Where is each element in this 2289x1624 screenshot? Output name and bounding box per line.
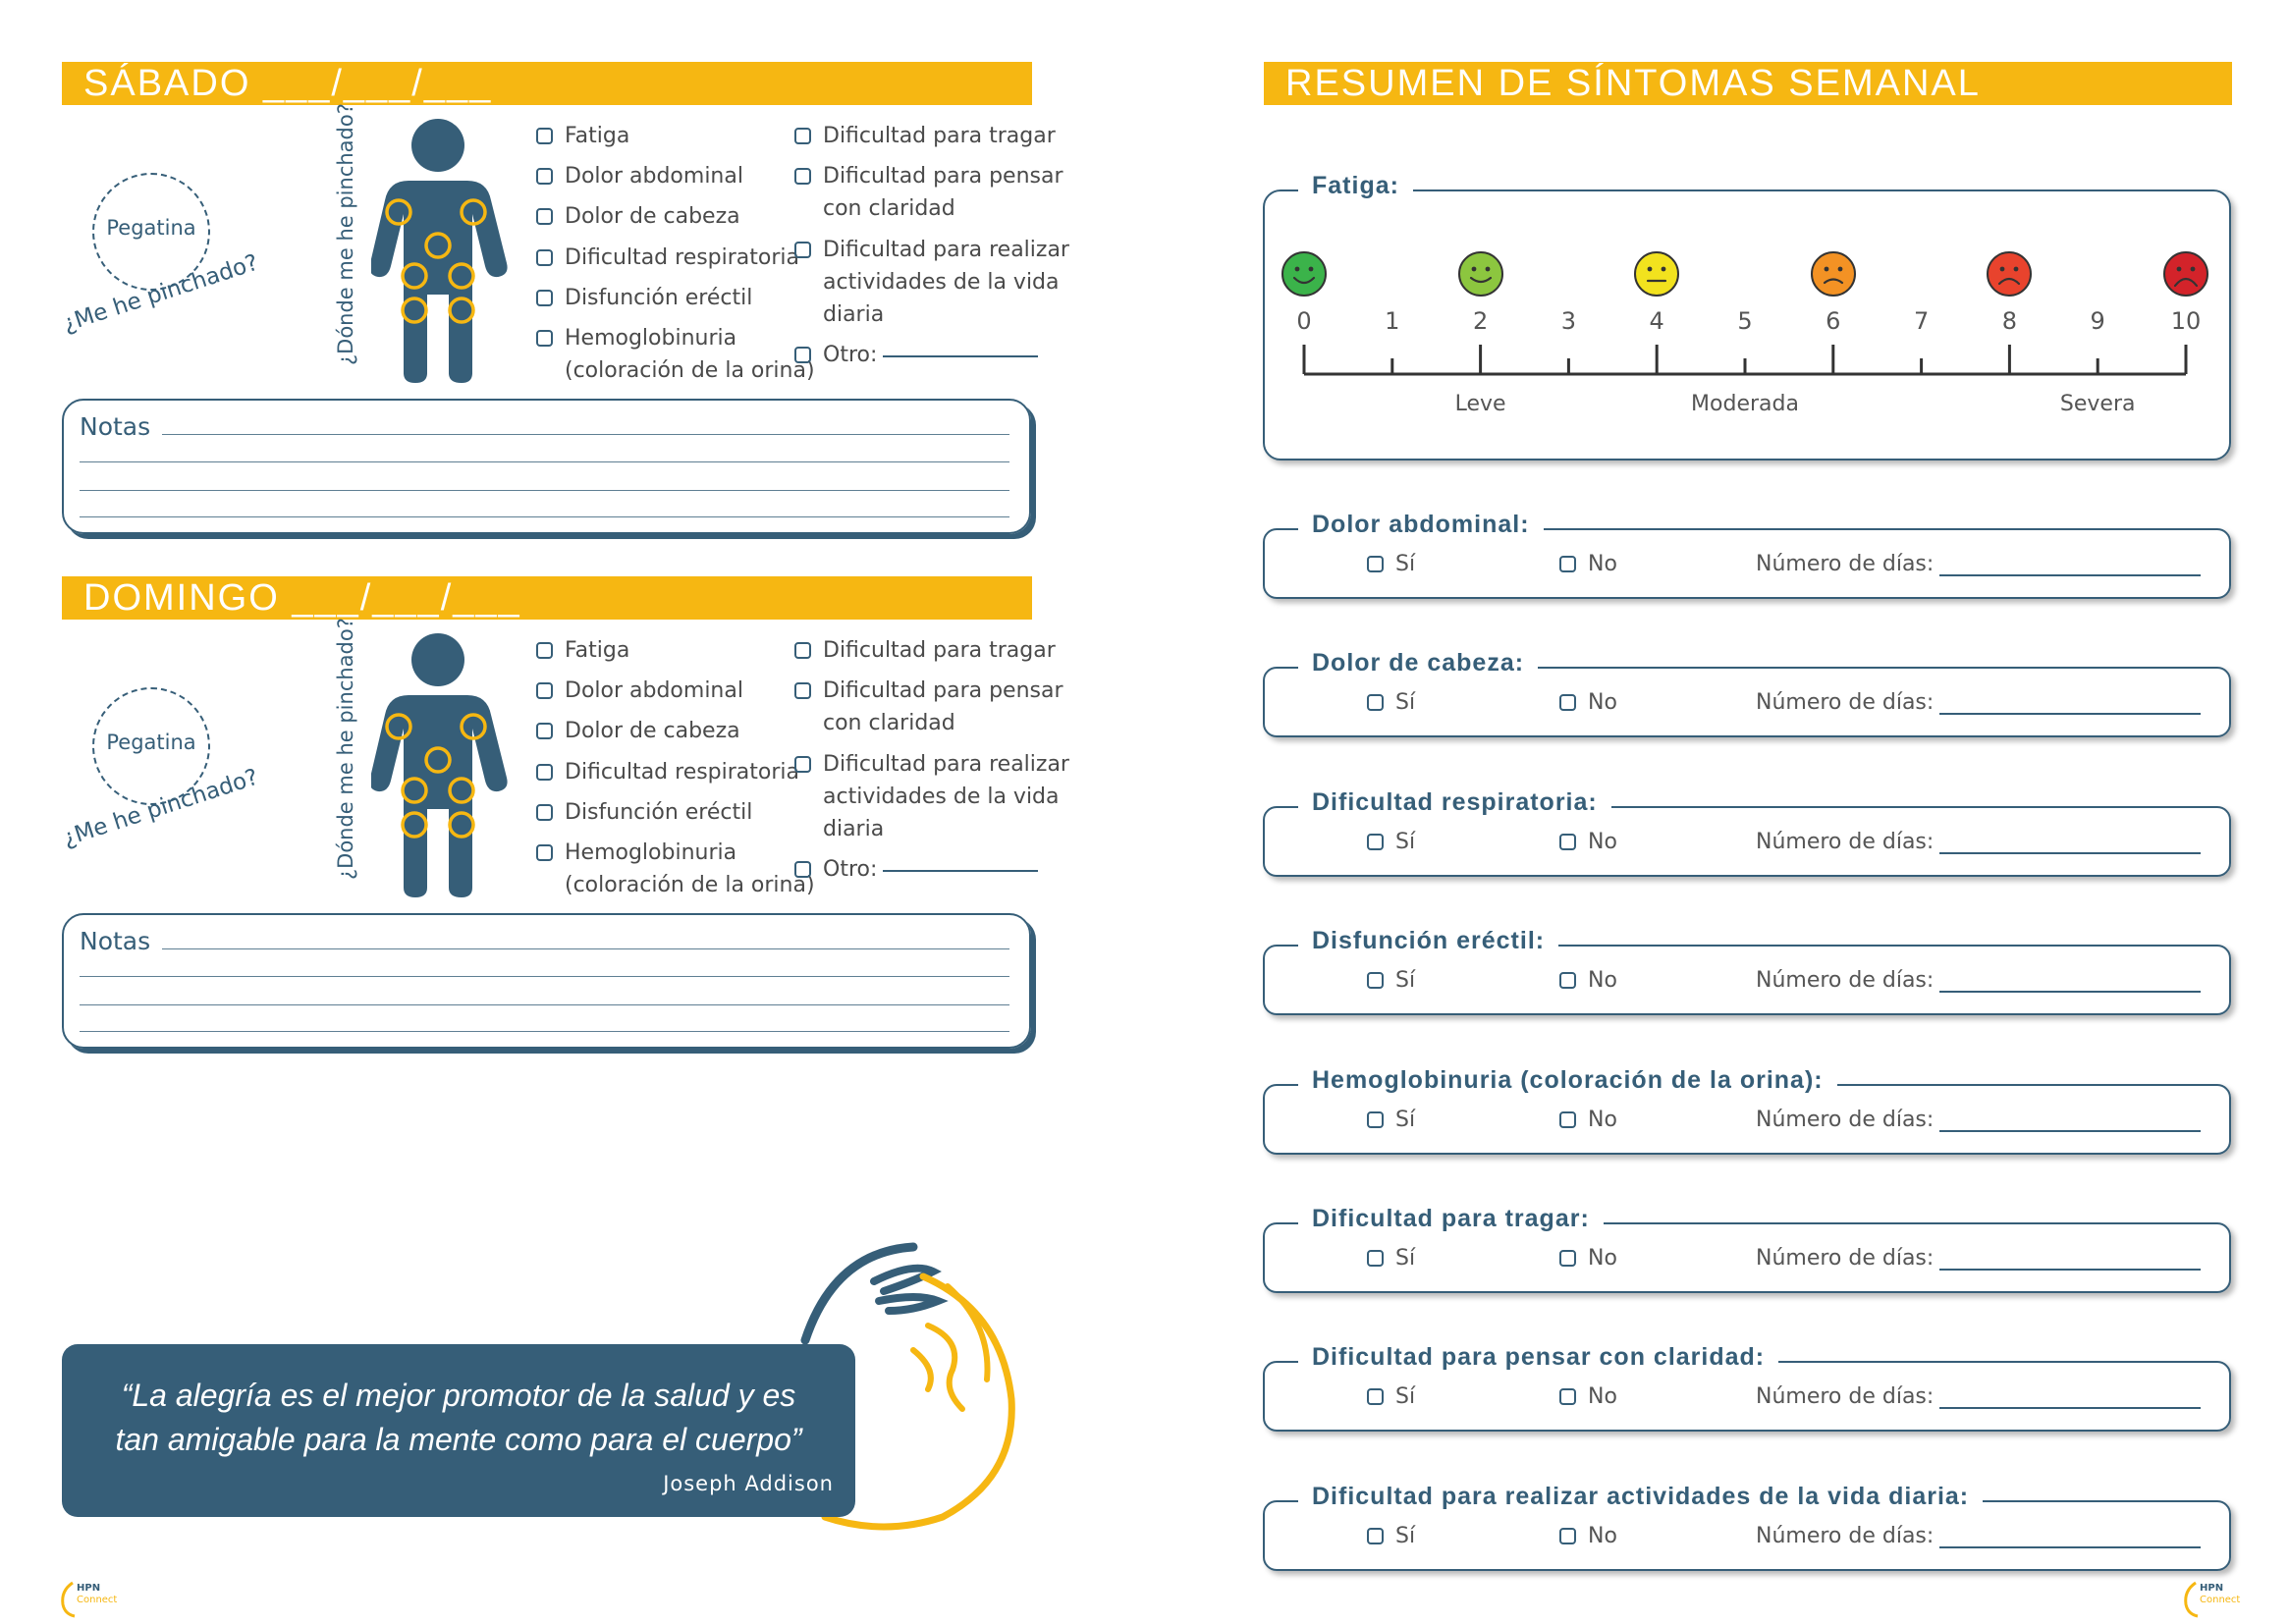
checkbox-box[interactable]	[1559, 1388, 1576, 1405]
checkbox-abdominal-pain[interactable]	[536, 160, 743, 193]
sticker-label: Pegatina	[106, 731, 196, 754]
no-label: No	[1588, 1246, 1617, 1271]
checkbox-label: Dolor de cabeza	[565, 204, 740, 229]
no-checkbox[interactable]	[1559, 968, 1617, 993]
yes-label: Sí	[1395, 1108, 1416, 1132]
notes-line	[80, 490, 1009, 491]
no-label: No	[1588, 690, 1617, 715]
checkbox-daily-activities[interactable]	[794, 234, 1069, 267]
checkbox-label: Dificultad respiratoria	[565, 245, 800, 270]
notes-line	[162, 948, 1009, 949]
checkbox-label-continued: con claridad	[823, 711, 955, 735]
checkbox-box[interactable]	[794, 682, 811, 699]
sticker-question: ¿Me he pinchado?	[60, 764, 262, 852]
checkbox-label-continued: diaria	[823, 302, 885, 327]
checkbox-box[interactable]	[794, 756, 811, 773]
checkbox-label: Dolor de cabeza	[565, 719, 740, 743]
notes-box[interactable]	[62, 913, 1031, 1049]
scale-number[interactable]: 8	[2001, 307, 2018, 335]
body-figure	[371, 630, 509, 900]
checkbox-hemoglobinuria[interactable]	[536, 837, 736, 870]
symptom-card	[1263, 511, 2231, 599]
checkbox-box[interactable]	[1559, 694, 1576, 711]
checkbox-box[interactable]	[794, 168, 811, 185]
days-label: Número de días:	[1756, 1524, 1935, 1548]
yes-checkbox[interactable]	[1367, 1384, 1415, 1409]
checkbox-box[interactable]	[1559, 1111, 1576, 1128]
checkbox-box[interactable]	[536, 804, 553, 821]
fatigue-scale-card	[1263, 172, 2231, 460]
days-field[interactable]	[1756, 690, 2201, 715]
checkbox-box[interactable]	[536, 723, 553, 739]
checkbox-label-continued: actividades de la vida	[823, 270, 1060, 295]
summary-header: RESUMEN DE SÍNTOMAS SEMANAL	[1264, 62, 2232, 105]
days-input-line[interactable]	[1939, 1130, 2201, 1132]
notes-box[interactable]	[62, 399, 1031, 534]
checkbox-erectile[interactable]	[536, 282, 752, 315]
checkbox-label: Hemoglobinuria	[565, 326, 737, 351]
yes-checkbox[interactable]	[1367, 690, 1415, 715]
pain-face-icon[interactable]	[1633, 250, 1680, 298]
checkbox-box[interactable]	[1559, 1250, 1576, 1267]
checkbox-box[interactable]	[536, 764, 553, 781]
yes-checkbox[interactable]	[1367, 1108, 1415, 1132]
quote-box	[62, 1344, 855, 1517]
symptom-card	[1263, 649, 2231, 737]
checkbox-label: Dificultad para pensar	[823, 164, 1063, 189]
symptom-title: Disfunción eréctil:	[1298, 927, 1558, 955]
checkbox-box[interactable]	[1367, 1528, 1384, 1544]
quote-line: tan amigable para la mente como para el cuerpo”	[115, 1422, 802, 1457]
days-label: Número de días:	[1756, 1108, 1935, 1132]
no-label: No	[1588, 830, 1617, 854]
checkbox-box[interactable]	[1367, 1111, 1384, 1128]
checkbox-label: Dificultad para pensar	[823, 678, 1063, 703]
checkbox-box[interactable]	[536, 128, 553, 144]
notes-line	[80, 1004, 1009, 1005]
days-field[interactable]	[1756, 968, 2201, 993]
checkbox-label: Dificultad para realizar	[823, 752, 1069, 777]
sticker-question: ¿Me he pinchado?	[60, 249, 262, 338]
checkbox-label: Disfunción eréctil	[565, 286, 753, 310]
logo-icon	[59, 1579, 77, 1618]
saturday-header: SÁBADO ___/___/___	[62, 62, 1032, 105]
symptom-card	[1263, 1483, 2231, 1571]
notes-line	[80, 976, 1009, 977]
fatigue-title: Fatiga:	[1298, 172, 1413, 200]
checkbox-label: Otro:	[823, 343, 878, 367]
symptom-card	[1263, 927, 2231, 1015]
pain-face-icon[interactable]	[1457, 250, 1504, 298]
other-input-line[interactable]	[883, 355, 1038, 357]
no-checkbox[interactable]	[1559, 1524, 1617, 1548]
no-checkbox[interactable]	[1559, 552, 1617, 576]
symptom-title: Dificultad para realizar actividades de la vida diaria:	[1298, 1483, 1983, 1511]
days-field[interactable]	[1756, 1384, 2201, 1409]
checkbox-box[interactable]	[536, 168, 553, 185]
body-figure	[371, 116, 509, 386]
checkbox-box[interactable]	[1367, 972, 1384, 989]
scale-label: Moderada	[1691, 392, 1799, 416]
days-label: Número de días:	[1756, 690, 1935, 715]
notes-label: Notas	[80, 412, 151, 441]
scale-number[interactable]: 0	[1296, 307, 1312, 335]
where-question: ¿Dónde me he pinchado?	[334, 103, 357, 365]
hpn-connect-logo	[2182, 1579, 2241, 1622]
checkbox-erectile[interactable]	[536, 796, 752, 830]
symptom-title: Dificultad respiratoria:	[1298, 788, 1611, 817]
notes-line	[80, 1031, 1009, 1032]
no-checkbox[interactable]	[1559, 1384, 1617, 1409]
days-input-line[interactable]	[1939, 852, 2201, 854]
logo-icon	[2182, 1579, 2200, 1618]
notes-line	[162, 434, 1009, 435]
checkbox-daily-activities[interactable]	[794, 748, 1069, 782]
checkbox-thinking[interactable]	[794, 160, 1063, 193]
checkbox-box[interactable]	[794, 861, 811, 878]
yes-checkbox[interactable]	[1367, 1524, 1415, 1548]
checkbox-label-continued: diaria	[823, 817, 885, 841]
checkbox-swallowing[interactable]	[794, 634, 1056, 668]
checkbox-box[interactable]	[1559, 834, 1576, 850]
pain-face-icon[interactable]	[2162, 250, 2209, 298]
checkbox-box[interactable]	[1367, 694, 1384, 711]
yes-checkbox[interactable]	[1367, 830, 1415, 854]
checkbox-box[interactable]	[536, 844, 553, 861]
checkbox-box[interactable]	[794, 242, 811, 258]
checkbox-headache[interactable]	[536, 715, 740, 748]
checkbox-thinking[interactable]	[794, 675, 1063, 708]
symptom-title: Dificultad para pensar con claridad:	[1298, 1343, 1778, 1372]
checkbox-hemoglobinuria[interactable]	[536, 322, 736, 355]
no-checkbox[interactable]	[1559, 1246, 1617, 1271]
days-label: Número de días:	[1756, 968, 1935, 993]
scale-number[interactable]: 4	[1649, 307, 1664, 335]
pain-face-icon[interactable]	[1810, 250, 1857, 298]
yes-label: Sí	[1395, 1524, 1416, 1548]
yes-checkbox[interactable]	[1367, 552, 1415, 576]
checkbox-label: Dificultad para tragar	[823, 124, 1056, 148]
checkbox-fatigue[interactable]	[536, 634, 629, 668]
checkbox-label: Dolor abdominal	[565, 164, 743, 189]
yes-checkbox[interactable]	[1367, 968, 1415, 993]
checkbox-other[interactable]	[794, 853, 1038, 887]
scale-number[interactable]: 7	[1913, 307, 1930, 335]
checkbox-label: Disfunción eréctil	[565, 800, 753, 825]
yes-label: Sí	[1395, 968, 1416, 993]
symptom-card	[1263, 1205, 2231, 1293]
checkbox-box[interactable]	[794, 128, 811, 144]
pain-face-icon[interactable]	[1986, 250, 2033, 298]
scale-number[interactable]: 10	[2170, 307, 2202, 335]
no-checkbox[interactable]	[1559, 690, 1617, 715]
checkbox-other[interactable]	[794, 339, 1038, 372]
checkbox-box[interactable]	[536, 682, 553, 699]
checkbox-label: Dificultad respiratoria	[565, 760, 800, 785]
checkbox-box[interactable]	[536, 642, 553, 659]
days-input-line[interactable]	[1939, 1546, 2201, 1548]
sticker-label: Pegatina	[106, 216, 196, 240]
checkbox-box[interactable]	[536, 290, 553, 306]
no-checkbox[interactable]	[1559, 830, 1617, 854]
scale-number[interactable]: 2	[1472, 307, 1489, 335]
checkbox-fatigue[interactable]	[536, 120, 629, 153]
sunday-header: DOMINGO ___/___/___	[62, 576, 1032, 620]
symptom-card	[1263, 788, 2231, 877]
checkbox-box[interactable]	[536, 330, 553, 347]
checkbox-label: Hemoglobinuria	[565, 840, 737, 865]
no-label: No	[1588, 1524, 1617, 1548]
checkbox-swallowing[interactable]	[794, 120, 1056, 153]
checkbox-box[interactable]	[1559, 972, 1576, 989]
days-input-line[interactable]	[1939, 991, 2201, 993]
checkbox-box[interactable]	[1367, 834, 1384, 850]
yes-label: Sí	[1395, 690, 1416, 715]
checkbox-label-continued: (coloración de la orina)	[565, 358, 815, 383]
days-input-line[interactable]	[1939, 574, 2201, 576]
symptom-title: Dificultad para tragar:	[1298, 1205, 1604, 1233]
yes-label: Sí	[1395, 1246, 1416, 1271]
checkbox-abdominal-pain[interactable]	[536, 675, 743, 708]
days-label: Número de días:	[1756, 1246, 1935, 1271]
days-field[interactable]	[1756, 1246, 2201, 1271]
scale-number[interactable]: 5	[1737, 307, 1753, 335]
days-field[interactable]	[1756, 1524, 2201, 1548]
checkbox-label: Dificultad para realizar	[823, 238, 1069, 262]
checkbox-box[interactable]	[536, 249, 553, 266]
symptom-title: Dolor de cabeza:	[1298, 649, 1538, 677]
checkbox-label: Fatiga	[565, 638, 630, 663]
scale-label: Severa	[2059, 392, 2136, 416]
checkbox-label: Otro:	[823, 857, 878, 882]
symptom-card	[1263, 1343, 2231, 1432]
checkbox-box[interactable]	[1367, 556, 1384, 572]
days-label: Número de días:	[1756, 830, 1935, 854]
days-input-line[interactable]	[1939, 1269, 2201, 1271]
scale-number[interactable]: 9	[2090, 307, 2105, 335]
scale-number[interactable]: 6	[1826, 307, 1841, 335]
checkbox-box[interactable]	[794, 642, 811, 659]
checkbox-headache[interactable]	[536, 200, 740, 234]
yes-checkbox[interactable]	[1367, 1246, 1415, 1271]
checkbox-box[interactable]	[1367, 1388, 1384, 1405]
quote-line: “La alegría es el mejor promotor de la salud y es	[121, 1378, 796, 1413]
yes-label: Sí	[1395, 552, 1416, 576]
pain-face-icon[interactable]	[1281, 250, 1328, 298]
days-field[interactable]	[1756, 1108, 2201, 1132]
symptom-title: Hemoglobinuria (coloración de la orina):	[1298, 1066, 1837, 1095]
notes-line	[80, 461, 1009, 462]
days-input-line[interactable]	[1939, 713, 2201, 715]
yes-label: Sí	[1395, 830, 1416, 854]
checkbox-breathing[interactable]	[536, 242, 799, 275]
quote-text	[62, 1374, 855, 1462]
logo-text: HPN	[2200, 1583, 2224, 1594]
notes-line	[80, 516, 1009, 517]
days-field[interactable]	[1756, 552, 2201, 576]
checkbox-box[interactable]	[536, 208, 553, 225]
scale-number[interactable]: 3	[1560, 307, 1577, 335]
where-question: ¿Dónde me he pinchado?	[334, 618, 357, 880]
checkbox-label: Fatiga	[565, 124, 630, 148]
checkbox-box[interactable]	[794, 347, 811, 363]
checkbox-box[interactable]	[1559, 556, 1576, 572]
days-field[interactable]	[1756, 830, 2201, 854]
checkbox-breathing[interactable]	[536, 756, 799, 789]
notes-label: Notas	[80, 927, 151, 955]
hpn-connect-logo	[59, 1579, 118, 1622]
yes-label: Sí	[1395, 1384, 1416, 1409]
quote-author: Joseph Addison	[663, 1472, 834, 1495]
logo-text: HPN	[77, 1583, 101, 1594]
days-label: Número de días:	[1756, 1384, 1935, 1409]
days-input-line[interactable]	[1939, 1407, 2201, 1409]
no-label: No	[1588, 968, 1617, 993]
no-checkbox[interactable]	[1559, 1108, 1617, 1132]
checkbox-label-continued: (coloración de la orina)	[565, 873, 815, 897]
no-label: No	[1588, 1108, 1617, 1132]
checkbox-label: Dolor abdominal	[565, 678, 743, 703]
checkbox-label: Dificultad para tragar	[823, 638, 1056, 663]
checkbox-box[interactable]	[1559, 1528, 1576, 1544]
scale-label: Leve	[1454, 392, 1506, 416]
scale-number[interactable]: 1	[1385, 307, 1400, 335]
checkbox-label-continued: actividades de la vida	[823, 785, 1060, 809]
no-label: No	[1588, 552, 1617, 576]
days-label: Número de días:	[1756, 552, 1935, 576]
no-label: No	[1588, 1384, 1617, 1409]
logo-text: Connect	[77, 1595, 118, 1605]
scale-axis	[1265, 191, 2233, 462]
other-input-line[interactable]	[883, 870, 1038, 872]
symptom-title: Dolor abdominal:	[1298, 511, 1544, 539]
logo-text: Connect	[2200, 1595, 2241, 1605]
symptom-card	[1263, 1066, 2231, 1155]
checkbox-box[interactable]	[1367, 1250, 1384, 1267]
checkbox-label-continued: con claridad	[823, 196, 955, 221]
